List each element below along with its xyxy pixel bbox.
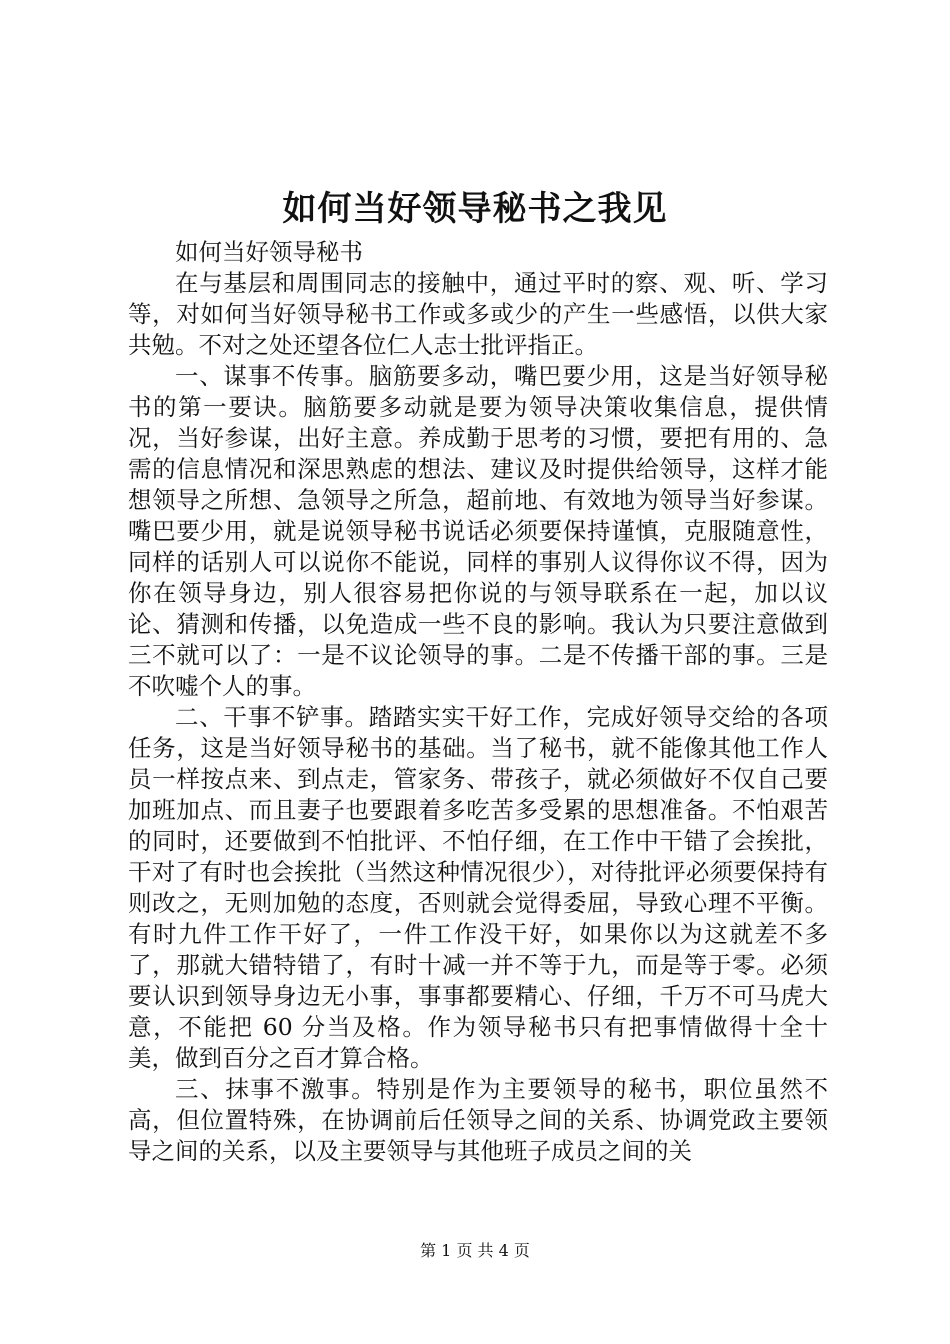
paragraph-section-2: 二、干事不铲事。踏踏实实干好工作，完成好领导交给的各项任务，这是当好领导秘书的基础。当了秘书，就不能像其他工作人员一样按点来、到点走，管家务、带孩子，就必须做好不仅自己要加班加点、而且妻子也要跟着多吃苦多受累的思想准备。不怕艰苦的同时，还要做到不怕批评、不怕仔细，在工作中干错了会挨批，干对了有时也会挨批（当然这种情况很少），对待批评必须要保持有则改之，无则加勉的态度，否则就会觉得委屈，导致心理不平衡。有时九件工作干好了，一件工作没干好，如果你以为这就差不多了，那就大错特错了，有时十减一并不等于九，而是等于零。必须要认识到领导身边无小事，事事都要精心、仔细，千万不可马虎大意，不能把 60 分当及格。作为领导秘书只有把事情做得十全十美，做到百分之百才算合格。 xyxy=(128,703,828,1072)
page-footer: 第 1 页 共 4 页 xyxy=(420,1241,530,1260)
paragraph-section-1: 一、谋事不传事。脑筋要多动，嘴巴要少用，这是当好领导秘书的第一要诀。脑筋要多动就是要为领导决策收集信息，提供情况，当好参谋，出好主意。养成勤于思考的习惯，要把有用的、急需的信息情况和深思熟虑的想法、建议及时提供给领导，这样才能想领导之所想、急领导之所急，超前地、有效地为领导当好参谋。嘴巴要少用，就是说领导秘书说话必须要保持谨慎，克服随意性，同样的话别人可以说你不能说，同样的事别人议得你议不得，因为你在领导身边，别人很容易把你说的与领导联系在一起，加以议论、猜测和传播，以免造成一些不良的影响。我认为只要注意做到三不就可以了：一是不议论领导的事。二是不传播干部的事。三是不吹嘘个人的事。 xyxy=(128,362,828,700)
paragraph-subtitle: 如何当好领导秘书 xyxy=(175,238,363,266)
document-body xyxy=(128,237,828,1167)
paragraph-intro: 在与基层和周围同志的接触中，通过平时的察、观、听、学习等，对如何当好领导秘书工作或多或少的产生一些感悟，以供大家共勉。不对之处还望各位仁人志士批评指正。 xyxy=(128,269,828,359)
paragraph-section-3: 三、抹事不激事。特别是作为主要领导的秘书，职位虽然不高，但位置特殊，在协调前后任领导之间的关系、协调党政主要领导之间的关系，以及主要领导与其他班子成员之间的关 xyxy=(128,1075,828,1165)
document-title: 如何当好领导秘书之我见 xyxy=(282,189,668,229)
